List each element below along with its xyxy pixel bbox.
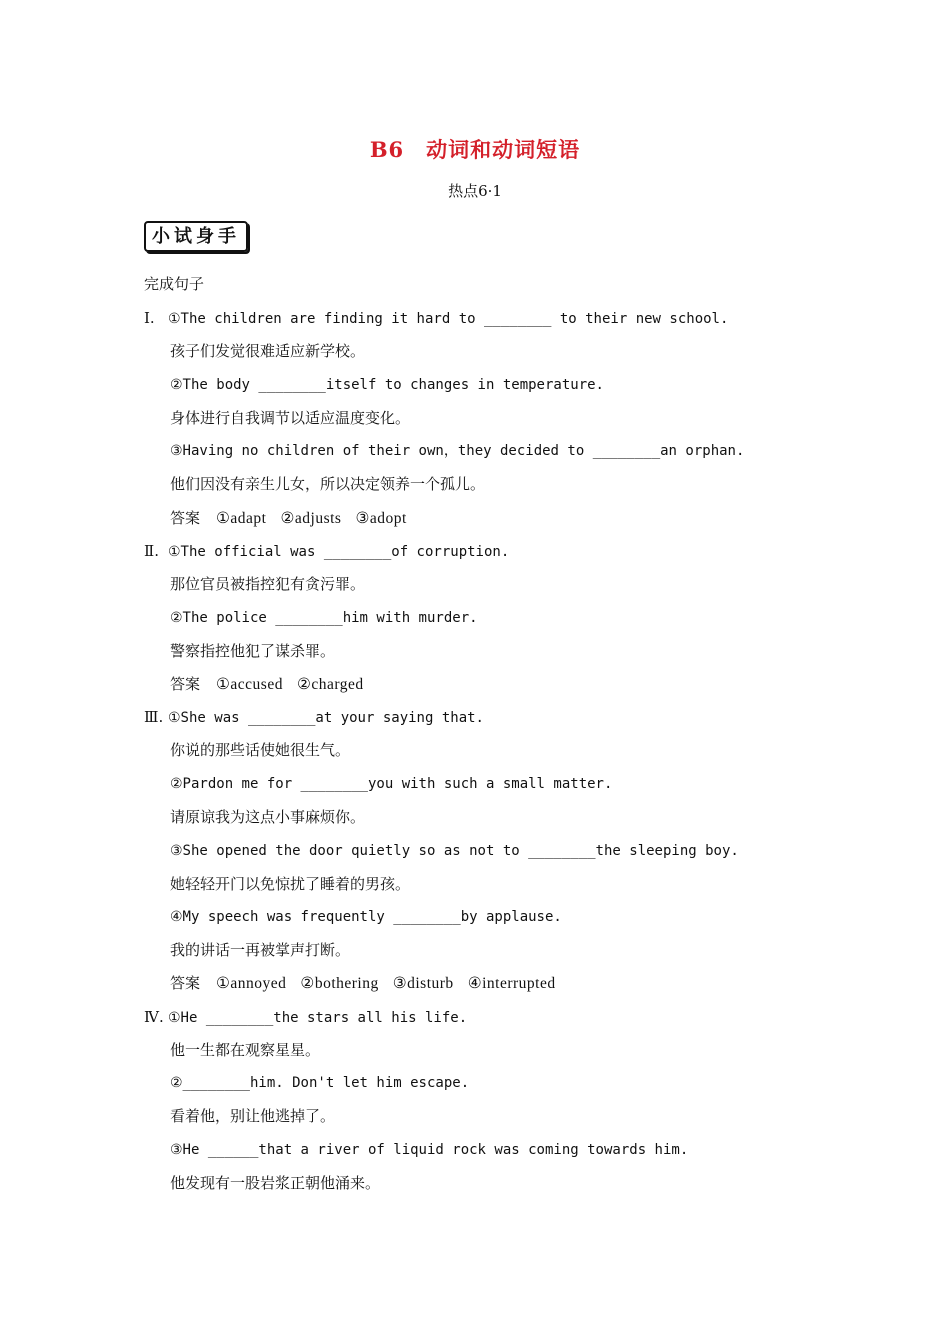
answer-item: ④interrupted	[467, 975, 556, 992]
sentence-cn: 他发现有一股岩浆正朝他涌来。	[170, 1174, 381, 1192]
sentence-cn: 看着他，别让他逃掉了。	[170, 1107, 336, 1125]
answer-item: ①adapt	[216, 510, 267, 527]
sentence-cn: 我的讲话一再被掌声打断。	[170, 941, 351, 959]
sentence-en: ①She was ________at your saying that.	[168, 710, 484, 726]
answer-item: ②adjusts	[280, 510, 342, 527]
answer-label: 答案	[170, 974, 201, 992]
answer-item: ②charged	[296, 676, 364, 693]
sentence-cn: 你说的那些话使她很生气。	[170, 741, 351, 759]
answer-item: ①accused	[216, 676, 283, 693]
exercise-item	[144, 308, 728, 329]
group-numeral: Ⅱ.	[144, 542, 159, 560]
sentence-cn: 他一生都在观察星星。	[170, 1041, 321, 1059]
sentence-cn: 孩子们发觉很难适应新学校。	[170, 342, 366, 360]
sentence-en: ④My speech was frequently ________by applause.	[170, 909, 562, 925]
sentence-en: ②The police ________him with murder.	[170, 610, 478, 626]
page-subtitle: 热点6·1	[448, 182, 502, 200]
group-numeral: Ⅲ.	[144, 708, 164, 726]
sentence-en: ①The children are finding it hard to ________ to their new school.	[168, 311, 729, 327]
exercise-item	[144, 1007, 467, 1028]
answer-item: ②bothering	[300, 975, 379, 992]
group-numeral: Ⅳ.	[144, 1008, 164, 1026]
sentence-cn: 警察指控他犯了谋杀罪。	[170, 642, 336, 660]
answer-item: ③disturb	[392, 975, 454, 992]
section-badge: 小试身手	[144, 221, 248, 252]
group-numeral: Ⅰ.	[144, 309, 155, 327]
sentence-en: ②The body ________itself to changes in temperature.	[170, 377, 604, 393]
sentence-en: ①The official was ________of corruption.	[168, 544, 510, 560]
sentence-en: ②Pardon me for ________you with such a small matter.	[170, 776, 613, 792]
exercise-item	[144, 541, 509, 562]
sentence-en: ①He ________the stars all his life.	[168, 1010, 468, 1026]
sentence-en: ③She opened the door quietly so as not to ________the sleeping boy.	[170, 843, 739, 859]
sentence-cn: 请原谅我为这点小事麻烦你。	[170, 808, 366, 826]
section-heading: 完成句子	[144, 275, 205, 293]
sentence-en: ③Having no children of their own，they decided to ________an orphan.	[170, 443, 745, 459]
answer-row	[170, 508, 421, 529]
sentence-en: ③He ______that a river of liquid rock was coming towards him.	[170, 1142, 689, 1158]
sentence-cn: 身体进行自我调节以适应温度变化。	[170, 409, 411, 427]
sentence-cn: 她轻轻开门以免惊扰了睡着的男孩。	[170, 875, 411, 893]
answer-row	[170, 674, 378, 695]
page-title: B6 动词和动词短语	[369, 137, 581, 162]
answer-row	[170, 973, 570, 994]
answer-item: ①annoyed	[216, 975, 287, 992]
sentence-cn: 那位官员被指控犯有贪污罪。	[170, 575, 366, 593]
sentence-en: ②________him. Don't let him escape.	[170, 1075, 470, 1091]
sentence-cn: 他们因没有亲生儿女，所以决定领养一个孤儿。	[170, 475, 486, 493]
answer-label: 答案	[170, 675, 201, 693]
answer-label: 答案	[170, 509, 201, 527]
exercise-item	[144, 707, 484, 728]
answer-item: ③adopt	[355, 510, 407, 527]
